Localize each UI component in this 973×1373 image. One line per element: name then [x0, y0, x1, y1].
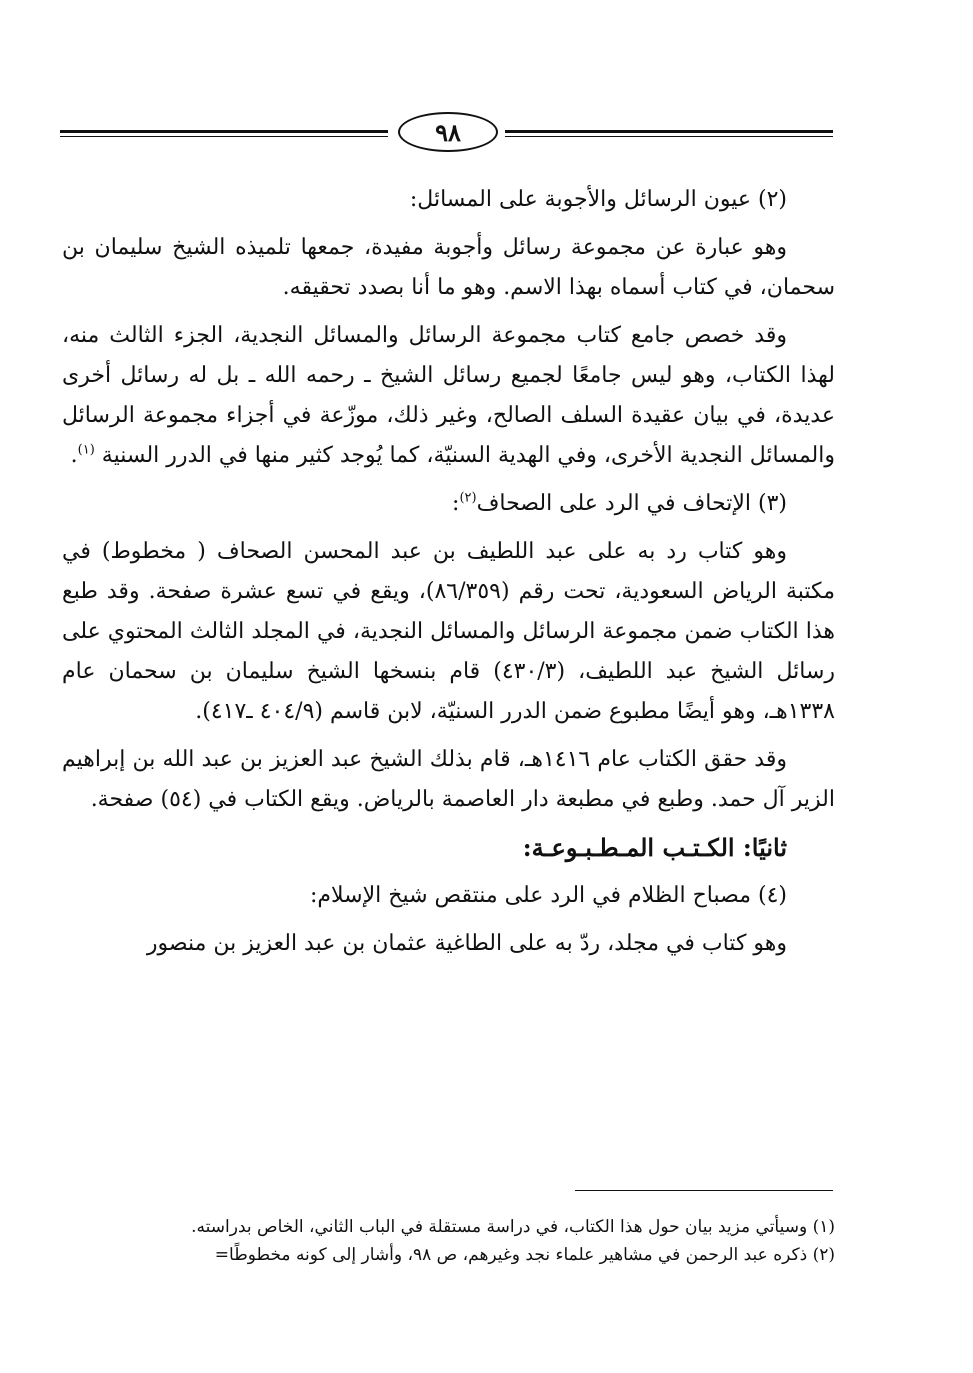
section-heading: ثانيًا: الكـتـب المـطـبـوعـة:	[522, 833, 787, 862]
paragraph: وهو عبارة عن مجموعة رسائل وأجوبة مفيدة، جمعها تلميذه الشيخ سليمان بن سحمان، في كتاب أسماه بهذا الاسم. وهو ما أنا بصدد تحقيقه.	[62, 235, 835, 300]
paragraph-text: وقد خصص جامع كتاب مجموعة الرسائل والمسائل النجدية، الجزء الثالث منه، لهذا الكتاب، وهو ليس جامعًا لجميع رسائل الشيخ ـ رحمه الله ـ بل له رسائل أخرى عديدة، في بيان عقيدة السلف الصالح، وغير ذلك، موزّعة في أجزاء مجموعة الرسائل والمسائل النجدية الأخرى، وفي الهدية السنيّة، كما يُوجد كثير منها في الدرر السنية	[62, 323, 835, 468]
item-heading-4: (٤) مصباح الظلام في الرد على منتقص شيخ الإسلام:	[310, 883, 787, 908]
paragraph: وقد خصص جامع كتاب مجموعة الرسائل والمسائل النجدية، الجزء الثالث منه، لهذا الكتاب، وهو ليس جامعًا لجميع رسائل الشيخ ـ رحمه الله ـ بل له رسائل أخرى عديدة، في بيان عقيدة السلف الصالح، وغير ذلك، موزّعة في أجزاء مجموعة الرسائل والمسائل النجدية الأخرى، وفي الهدية السنيّة، كما يُوجد كثير منها في الدرر السنية $^{(١)}$.	[62, 323, 835, 468]
paragraph: وهو كتاب في مجلد، ردّ به على الطاغية عثمان بن عبد العزيز بن منصور	[146, 931, 787, 956]
header-rule-left	[60, 130, 388, 133]
footnote-separator	[575, 1190, 833, 1191]
footnote-1: (١) وسيأتي مزيد بيان حول هذا الكتاب، في دراسة مستقلة في الباب الثاني، الخاص بدراسته.	[191, 1217, 835, 1237]
item-heading-2: (٢) عيون الرسائل والأجوبة على المسائل:	[409, 187, 787, 212]
page-header	[60, 108, 833, 158]
body-text	[62, 180, 835, 972]
footnote-2: (٢) ذكره عبد الرحمن في مشاهير علماء نجد وغيرهم، ص ٩٨، وأشار إلى كونه مخطوطًا=	[214, 1245, 835, 1265]
paragraph: وقد حقق الكتاب عام ١٤١٦هـ، قام بذلك الشيخ عبد العزيز بن عبد الله بن إبراهيم الزير آل حمد. وطبع في مطبعة دار العاصمة بالرياض. ويقع الكتاب في (٥٤) صفحة.	[62, 747, 835, 812]
header-rule-right	[505, 130, 833, 133]
heading-text: (٣) الإتحاف في الرد على الصحاف	[476, 491, 787, 516]
paragraph: وهو كتاب رد به على عبد اللطيف بن عبد المحسن الصحاف ( مخطوط) في مكتبة الرياض السعودية، تحت رقم (٨٦/٣٥٩)، ويقع في تسع عشرة صفحة. وقد طبع هذا الكتاب ضمن مجموعة الرسائل والمسائل النجدية، في المجلد الثالث المحتوي على رسائل الشيخ عبد اللطيف، (٤٣٠/٣) قام بنسخها الشيخ سليمان بن سحمان عام ١٣٣٨هـ، وهو أيضًا مطبوع ضمن الدرر السنيّة، لابن قاسم (٤٠٤/٩ ـ٤١٧).	[62, 539, 835, 724]
page-number: ٩٨	[398, 112, 498, 152]
footnotes	[62, 1213, 835, 1269]
footnote-mark-1: (١)	[77, 442, 95, 458]
footnote-mark-2: (٢)	[459, 490, 477, 506]
item-heading-3: (٣) الإتحاف في الرد على الصحاف$^{(٢)}$:	[452, 490, 787, 516]
